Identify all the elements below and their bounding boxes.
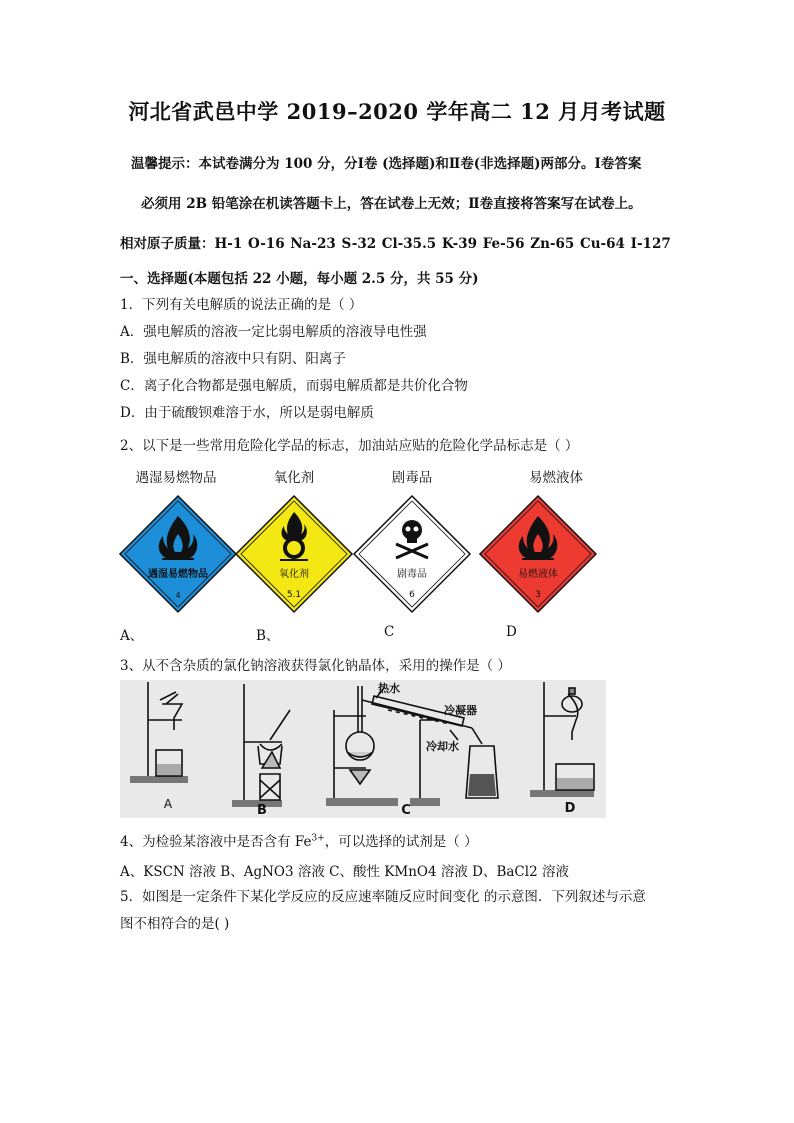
q2-option-b: B、 [256,628,280,644]
atomic-masses: 相对原子质量：H-1 O-16 Na-23 S-32 Cl-35.5 K-39 Fe-56 Zn-65 Cu-64 I-127 [120,236,671,252]
q2-option-d: D [506,624,517,640]
sign-d-inner-text: 易燃液体 [518,569,558,580]
filtration-apparatus-icon [130,682,188,783]
q4-stem-superscript: 3+ [311,833,325,844]
sign-d-number: 3 [535,590,541,600]
apparatus-letter-c: C [401,803,411,818]
q4-stem [120,830,478,850]
q5-stem-line-2: 图不相符合的是( ) [120,916,230,932]
sign-caption-b: 氧化剂 [273,470,315,486]
label-condenser: 冷凝器 [444,704,477,717]
sign-caption-a: 遇湿易燃物品 [135,470,217,486]
q4-stem-prefix: 4、为检验某溶液中是否含有 Fe [120,834,312,850]
hazard-sign-water-reactive [118,494,238,614]
apparatus-letter-b: B [257,803,267,818]
hazard-sign-flammable-liquid [478,494,598,614]
hazard-sign-toxic [352,494,472,614]
apparatus-letter-a: A [163,797,173,811]
q1-option-d: D．由于硫酸钡难溶于水，所以是弱电解质 [120,405,374,421]
sign-a-number: 4 [175,591,181,600]
hazard-sign-oxidizer [234,494,354,614]
q1-option-b: B．强电解质的溶液中只有阴、阳离子 [120,351,346,367]
sign-caption-d: 易燃液体 [529,470,583,486]
q1-option-c: C．离子化合物都是强电解质，而弱电解质都是共价化合物 [120,378,468,394]
tip-line-2: 必须用 2B 铅笔涂在机读答题卡上，答在试卷上无效；Ⅱ卷直接将答案写在试卷上。 [141,196,642,212]
sign-caption-c: 剧毒品 [391,470,433,486]
sign-c-inner-text: 剧毒品 [397,569,427,580]
q5-stem-line-1: 5．如图是一定条件下某化学反应的反应速率随反应时间变化 的示意图．下列叙述与示意 [120,889,646,905]
tip-line-1: 温馨提示：本试卷满分为 100 分，分Ⅰ卷 (选择题)和Ⅱ卷(非选择题)两部分。Ⅰ卷答案 [131,156,642,172]
label-hot-water: 热水 [378,682,400,695]
section-heading: 一、选择题(本题包括 22 小题，每小题 2.5 分，共 55 分) [120,271,479,287]
sign-b-inner-text: 氧化剂 [279,569,309,580]
q4-stem-suffix: ，可以选择的试剂是（ ） [324,834,478,850]
separatory-funnel-apparatus-icon [530,682,594,797]
label-cooling-water: 冷却水 [426,740,459,753]
apparatus-letter-d: D [564,801,576,816]
sign-c-number: 6 [409,590,415,600]
page-title: 河北省武邑中学 2019–2020 学年高二 12 月月考试题 [128,99,666,124]
evaporation-apparatus-icon [232,684,290,807]
q1-option-a: A．强电解质的溶液一定比弱电解质的溶液导电性强 [120,324,427,340]
q1-stem: 1．下列有关电解质的说法正确的是（ ） [120,297,363,313]
sign-a-inner-text: 遇湿易燃物品 [148,569,208,580]
q4-options: A、KSCN 溶液 B、AgNO3 溶液 C、酸性 KMnO4 溶液 D、BaCl2 溶液 [120,864,569,880]
apparatus-figure [120,680,606,818]
q2-stem: 2、以下是一些常用危险化学品的标志，加油站应贴的危险化学品标志是（ ） [120,438,579,454]
q3-stem: 3、从不含杂质的氯化钠溶液获得氯化钠晶体，采用的操作是（ ） [120,658,511,674]
sign-b-number: 5.1 [286,590,302,600]
q2-option-a: A、 [120,628,144,644]
q2-option-c: C [384,624,395,640]
